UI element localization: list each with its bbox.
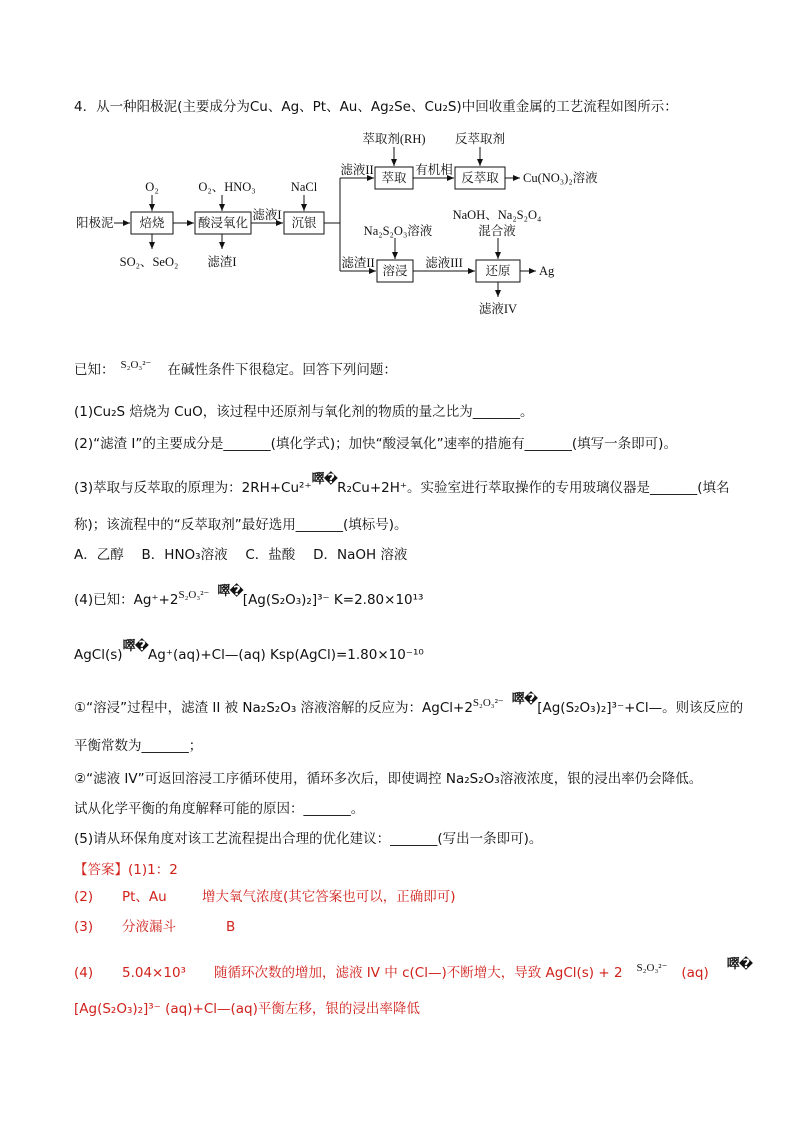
question-4-line6: 试从化学平衡的角度解释可能的原因：_______。 <box>74 801 365 817</box>
question-1: (1)Cu₂S 焙烧为 CuO，该过程中还原剂与氧化剂的物质的量之比为_______。 <box>74 404 534 420</box>
equilibrium-arrow-icon: 噿� <box>726 957 753 972</box>
output-cuno3: Cu(NO₃)₂溶液 <box>523 171 598 185</box>
thiosulfate-ion: S₂O₃²⁻ <box>178 589 210 601</box>
input-nacl: NaCl <box>290 180 318 194</box>
question-4-line4: 平衡常数为_______； <box>74 738 203 754</box>
question-title: 4．从一种阳极泥(主要成分为Cu、Ag、Pt、Au、Ag₂Se、Cu₂S)中回收重金属的工艺流程如图所示： <box>74 99 678 115</box>
question-4-line2 <box>74 638 424 664</box>
input-reducer-line2: 混合液 <box>478 224 516 238</box>
equilibrium-arrow-icon: 噿� <box>311 472 338 487</box>
box-back-label: 反萃取 <box>461 171 499 185</box>
q4-eq1-right: [Ag(S₂O₃)₂]³⁻ K=2.80×10¹³ <box>242 592 424 608</box>
answer-1: 【答案】(1)1：2 <box>74 862 178 878</box>
box-reduce-label: 还原 <box>485 264 511 278</box>
box-precip-label: 沉银 <box>291 216 317 230</box>
q4-eq3-left: ①“溶浸”过程中，滤渣 II 被 Na₂S₂O₃ 溶液溶解的反应为：AgCl+2 <box>74 700 473 716</box>
input-back-agent: 反萃取剂 <box>454 132 506 146</box>
answer-2-part1: Pt、Au <box>122 889 167 905</box>
answer-3-part1: 分液漏斗 <box>122 919 176 935</box>
known-suffix: 在碱性条件下很稳定。回答下列问题： <box>167 362 397 378</box>
input-o2: O₂ <box>145 180 159 194</box>
label-filtrate2: 滤液II <box>340 163 374 177</box>
q3-eq-right: R₂Cu+2H⁺。实验室进行萃取操作的专用玻璃仪器是_______(填名 <box>337 480 730 496</box>
box-extract-label: 萃取 <box>381 171 407 185</box>
answer-4-part2: 随循环次数的增加，滤液 IV 中 c(Cl—)不断增大，导致 AgCl(s) + 2 <box>214 965 623 981</box>
answer-3-number: (3) <box>74 919 94 935</box>
answer-3-part2: B <box>226 919 236 935</box>
q4-eq3-right: [Ag(S₂O₃)₂]³⁻+Cl—。则该反应的 <box>537 700 744 716</box>
process-flow-diagram <box>0 125 800 325</box>
thiosulfate-ion: S₂O₃²⁻ <box>120 359 152 371</box>
answer-4-line2: [Ag(S₂O₃)₂]³⁻ (aq)+Cl—(aq)平衡左移，银的浸出率降低 <box>74 1001 420 1017</box>
answer-4-number: (4) <box>74 965 94 981</box>
question-3-line1 <box>74 471 730 497</box>
q3-eq-left: (3)萃取与反萃取的原理为：2RH+Cu²⁺ <box>74 480 312 496</box>
output-gas: SO₂、SeO₂ <box>119 255 179 269</box>
known-line <box>74 360 397 379</box>
start-label: 阳极泥 <box>76 216 114 230</box>
equilibrium-arrow-icon: 噿� <box>217 584 243 599</box>
question-3-options: A．乙醇 B．HNO₃溶液 C．盐酸 D．NaOH 溶液 <box>74 547 408 563</box>
thiosulfate-ion: S₂O₃²⁻ <box>472 697 504 709</box>
thiosulfate-ion: S₂O₃²⁻ <box>636 962 668 974</box>
equilibrium-arrow-icon: 噿� <box>122 639 149 654</box>
question-2: (2)“滤渣 I”的主要成分是_______(填化学式)；加快“酸浸氧化”速率的措施有_______(填写一条即可)。 <box>74 436 677 452</box>
label-residue2: 滤渣II <box>341 256 375 270</box>
known-prefix: 已知： <box>74 362 115 378</box>
label-filtrate1: 滤液I <box>252 208 282 222</box>
answer-4-part3: (aq) <box>681 965 709 981</box>
input-o2-hno3: O₂、HNO₃ <box>198 180 256 194</box>
answer-2-number: (2) <box>74 889 94 905</box>
question-3-line2: 称)；该流程中的“反萃取剂”最好选用_______(填标号)。 <box>74 517 408 533</box>
question-4-line5: ②“滤液 IV”可返回溶浸工序循环使用，循环多次后，即使调控 Na₂S₂O₃溶液浓度，银的浸出率仍会降低。 <box>74 771 703 787</box>
equilibrium-arrow-icon: 噿� <box>511 692 538 707</box>
box-acid-label: 酸浸氧化 <box>197 216 249 230</box>
output-ag: Ag <box>539 264 555 278</box>
q4-eq2-left: AgCl(s) <box>74 647 123 663</box>
question-4-line1 <box>74 583 423 609</box>
output-filtrate4: 滤液IV <box>478 302 518 316</box>
input-reducer-line1: NaOH、Na₂S₂O₄ <box>452 208 542 222</box>
answer-3 <box>74 918 235 936</box>
input-na2s2o3: Na₂S₂O₃溶液 <box>363 224 433 238</box>
box-leach-label: 溶浸 <box>382 264 408 278</box>
question-4-line3 <box>74 691 743 717</box>
answer-4-part1: 5.04×10³ <box>122 965 186 981</box>
label-organic: 有机相 <box>415 163 453 177</box>
q4-eq1-left: (4)已知：Ag⁺+2 <box>74 592 179 608</box>
output-residue1: 滤渣I <box>207 255 237 269</box>
input-extractant: 萃取剂(RH) <box>362 132 426 146</box>
box-roast-label: 焙烧 <box>139 216 165 230</box>
question-5: (5)请从环保角度对该工艺流程提出合理的优化建议：_______(写出一条即可)。 <box>74 831 543 847</box>
answer-4-line1 <box>74 956 752 982</box>
answer-2 <box>74 888 456 906</box>
q4-eq2-right: Ag⁺(aq)+Cl—(aq) Ksp(AgCl)=1.80×10⁻¹⁰ <box>148 647 424 663</box>
label-filtrate3: 滤液III <box>425 256 463 270</box>
answer-2-part2: 增大氧气浓度(其它答案也可以，正确即可) <box>202 889 456 905</box>
